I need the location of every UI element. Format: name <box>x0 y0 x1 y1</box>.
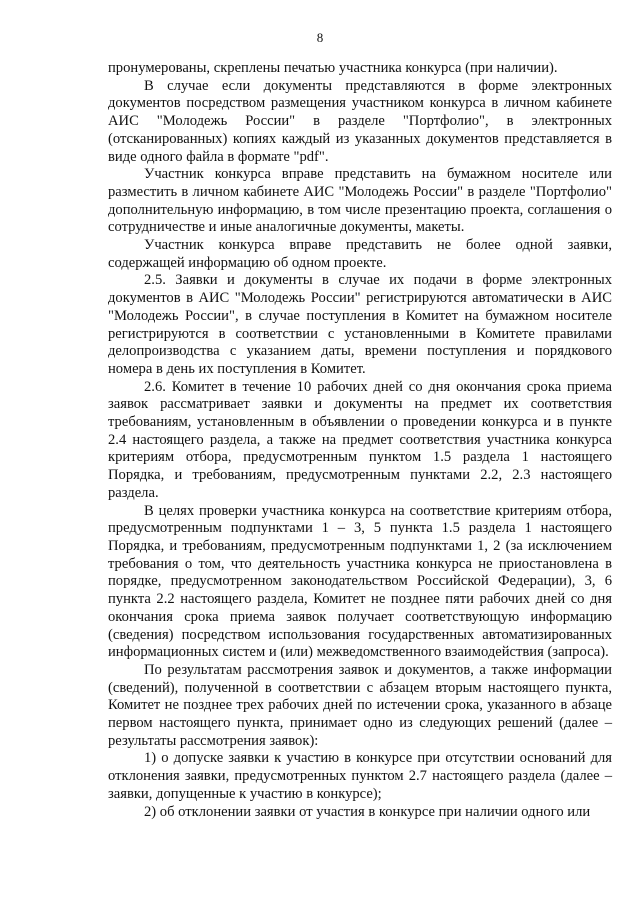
paragraph: Участник конкурса вправе представить не более одной заявки, содержащей информацию об одном проекте. <box>108 237 612 271</box>
page-number: 8 <box>316 30 324 45</box>
paragraph: В целях проверки участника конкурса на соответствие критериям отбора, предусмотренным подпунктами 1 – 3, 5 пункта 1.5 раздела 1 настоящего Порядка, и требованиям, предусмотренным подпунктами 1, 2 (за исключением требования о том, что деятельность участника конкурса не приостановлена в порядке, предусмотренном законодательством Российской Федерации), 3, 6 пункта 2.2 настоящего раздела, Комитет не позднее пяти рабочих дней со дня окончания срока приема заявок получает соответствующую информацию (сведения) посредством использования государственных автоматизированных информационных систем и (или) межведомственного взаимодействия (запроса). <box>108 502 612 661</box>
paragraph: 2) об отклонении заявки от участия в конкурсе при наличии одного или <box>144 803 591 820</box>
paragraph: пронумерованы, скреплены печатью участника конкурса (при наличии). <box>108 60 558 76</box>
paragraph: 1) о допуске заявки к участию в конкурсе при отсутствии оснований для отклонения заявки, предусмотренных пунктом 2.7 настоящего раздела (далее – заявки, допущенные к участию в конкурсе); <box>108 750 612 802</box>
paragraph: По результатам рассмотрения заявок и документов, а также информации (сведений), полученной в соответствии с абзацем вторым настоящего пункта, Комитет не позднее трех рабочих дней по истечении срока, указанного в абзаце первом настоящего пункта, принимает одно из следующих решений (далее – результаты рассмотрения заявок): <box>108 661 612 749</box>
paragraph: В случае если документы представляются в форме электронных документов посредством размещения участником конкурса в личном кабинете АИС "Молодежь России" в разделе "Портфолио", в электронных (отсканированных) копиях каждый из указанных документов представляется в виде одного файла в формате "pdf". <box>108 77 612 165</box>
paragraph: 2.5. Заявки и документы в случае их подачи в форме электронных документов в АИС "Молодежь России" регистрируются автоматически в АИС "Молодежь России", в случае поступления в Комитет на бумажном носителе регистрируются в соответствии с установленными в Комитете правилами делопроизводства с указанием даты, времени поступления и порядкового номера в день их поступления в Комитет. <box>108 272 612 377</box>
document-body <box>108 60 612 821</box>
paragraph: 2.6. Комитет в течение 10 рабочих дней со дня окончания срока приема заявок рассматривает заявки и документы на предмет их соответствия требованиям, установленным в объявлении о проведении конкурса и в пункте 2.4 настоящего раздела, а также на предмет соответствия участника конкурса критериям отбора, предусмотренным пунктом 1.5 раздела 1 настоящего Порядка, и требованиям, предусмотренным пунктами 2.2, 2.3 настоящего раздела. <box>108 378 612 501</box>
paragraph: Участник конкурса вправе представить на бумажном носителе или разместить в личном кабинете АИС "Молодежь России" в разделе "Портфолио" дополнительную информацию, в том числе презентацию проекта, соглашения о сотрудничестве и иные аналогичные документы, макеты. <box>108 166 612 236</box>
